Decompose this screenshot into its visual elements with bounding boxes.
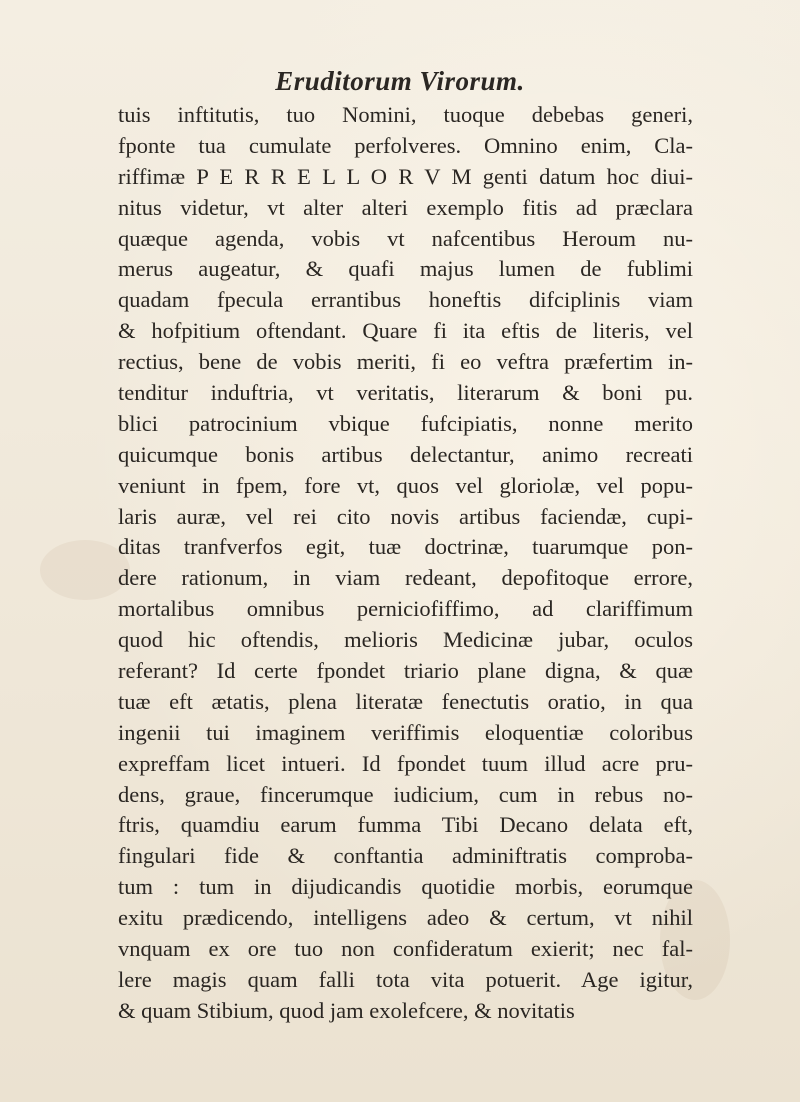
text-line: nitus videtur, vt alter alteri exemplo fitis ad præclara: [118, 194, 693, 220]
text-line: ftris, quamdiu earum fumma Tibi Decano delata eft,: [118, 812, 693, 838]
text-line: quæque agenda, vobis vt nafcentibus Heroum nu-: [118, 225, 693, 251]
text-line: expreffam licet intueri. Id fpondet tuum illud acre pru-: [118, 750, 693, 776]
text-line: tuæ eft ætatis, plena literatæ fenectutis oratio, in qua: [118, 688, 693, 714]
text-line: mortalibus omnibus perniciofiffimo, ad clariffimum: [118, 596, 693, 622]
text-line: exitu prædicendo, intelligens adeo & certum, vt nihil: [118, 905, 693, 931]
text-line: dens, graue, fincerumque iudicium, cum in rebus no-: [118, 781, 693, 807]
text-line: quod hic oftendis, melioris Medicinæ jubar, oculos: [118, 627, 693, 653]
text-line: quicumque bonis artibus delectantur, animo recreati: [118, 441, 693, 467]
text-line: dere rationum, in viam redeant, depofitoque errore,: [118, 565, 693, 591]
text-line: laris auræ, vel rei cito novis artibus faciendæ, cupi-: [118, 503, 693, 529]
text-line: rectius, bene de vobis meriti, fi eo veftra præfertim in-: [118, 349, 693, 375]
text-line: & quam Stibium, quod jam exolefcere, & novitatis: [118, 997, 575, 1023]
text-line: & hofpitium oftendant. Quare fi ita eftis de literis, vel: [118, 318, 693, 344]
running-head: Eruditorum Virorum.: [275, 66, 525, 96]
text-line: veniunt in fpem, fore vt, quos vel gloriolæ, vel popu-: [118, 472, 693, 498]
text-line: merus augeatur, & quafi majus lumen de fublimi: [118, 256, 693, 282]
text-line: fponte tua cumulate perfolveres. Omnino enim, Cla-: [118, 132, 693, 158]
text-line: vnquam ex ore tuo non confideratum exierit; nec fal-: [118, 936, 693, 962]
text-line: referant? Id certe fpondet triario plane digna, & quæ: [118, 658, 693, 684]
text-line: ditas tranfverfos egit, tuæ doctrinæ, tuarumque pon-: [118, 534, 693, 560]
text-line: ingenii tui imaginem veriffimis eloquentiæ coloribus: [118, 719, 693, 745]
text-line: lere magis quam falli tota vita potuerit. Age igitur,: [118, 966, 693, 992]
text-line: riffimæ P E R R E L L O R V M genti datum hoc diui-: [118, 163, 693, 189]
text-line: tuis inftitutis, tuo Nomini, tuoque debebas generi,: [118, 102, 693, 127]
paper-stain: [40, 540, 130, 600]
text-line: fingulari fide & conftantia adminiftratis comproba-: [118, 843, 693, 869]
text-line: tum : tum in dijudicandis quotidie morbis, eorumque: [118, 874, 693, 900]
text-line: quadam fpecula errantibus honeftis difciplinis viam: [118, 287, 693, 313]
text-line: blici patrocinium vbique fufcipiatis, nonne merito: [118, 410, 693, 436]
body-text: [118, 100, 693, 1027]
text-line: tenditur induftria, vt veritatis, literarum & boni pu.: [118, 380, 693, 406]
